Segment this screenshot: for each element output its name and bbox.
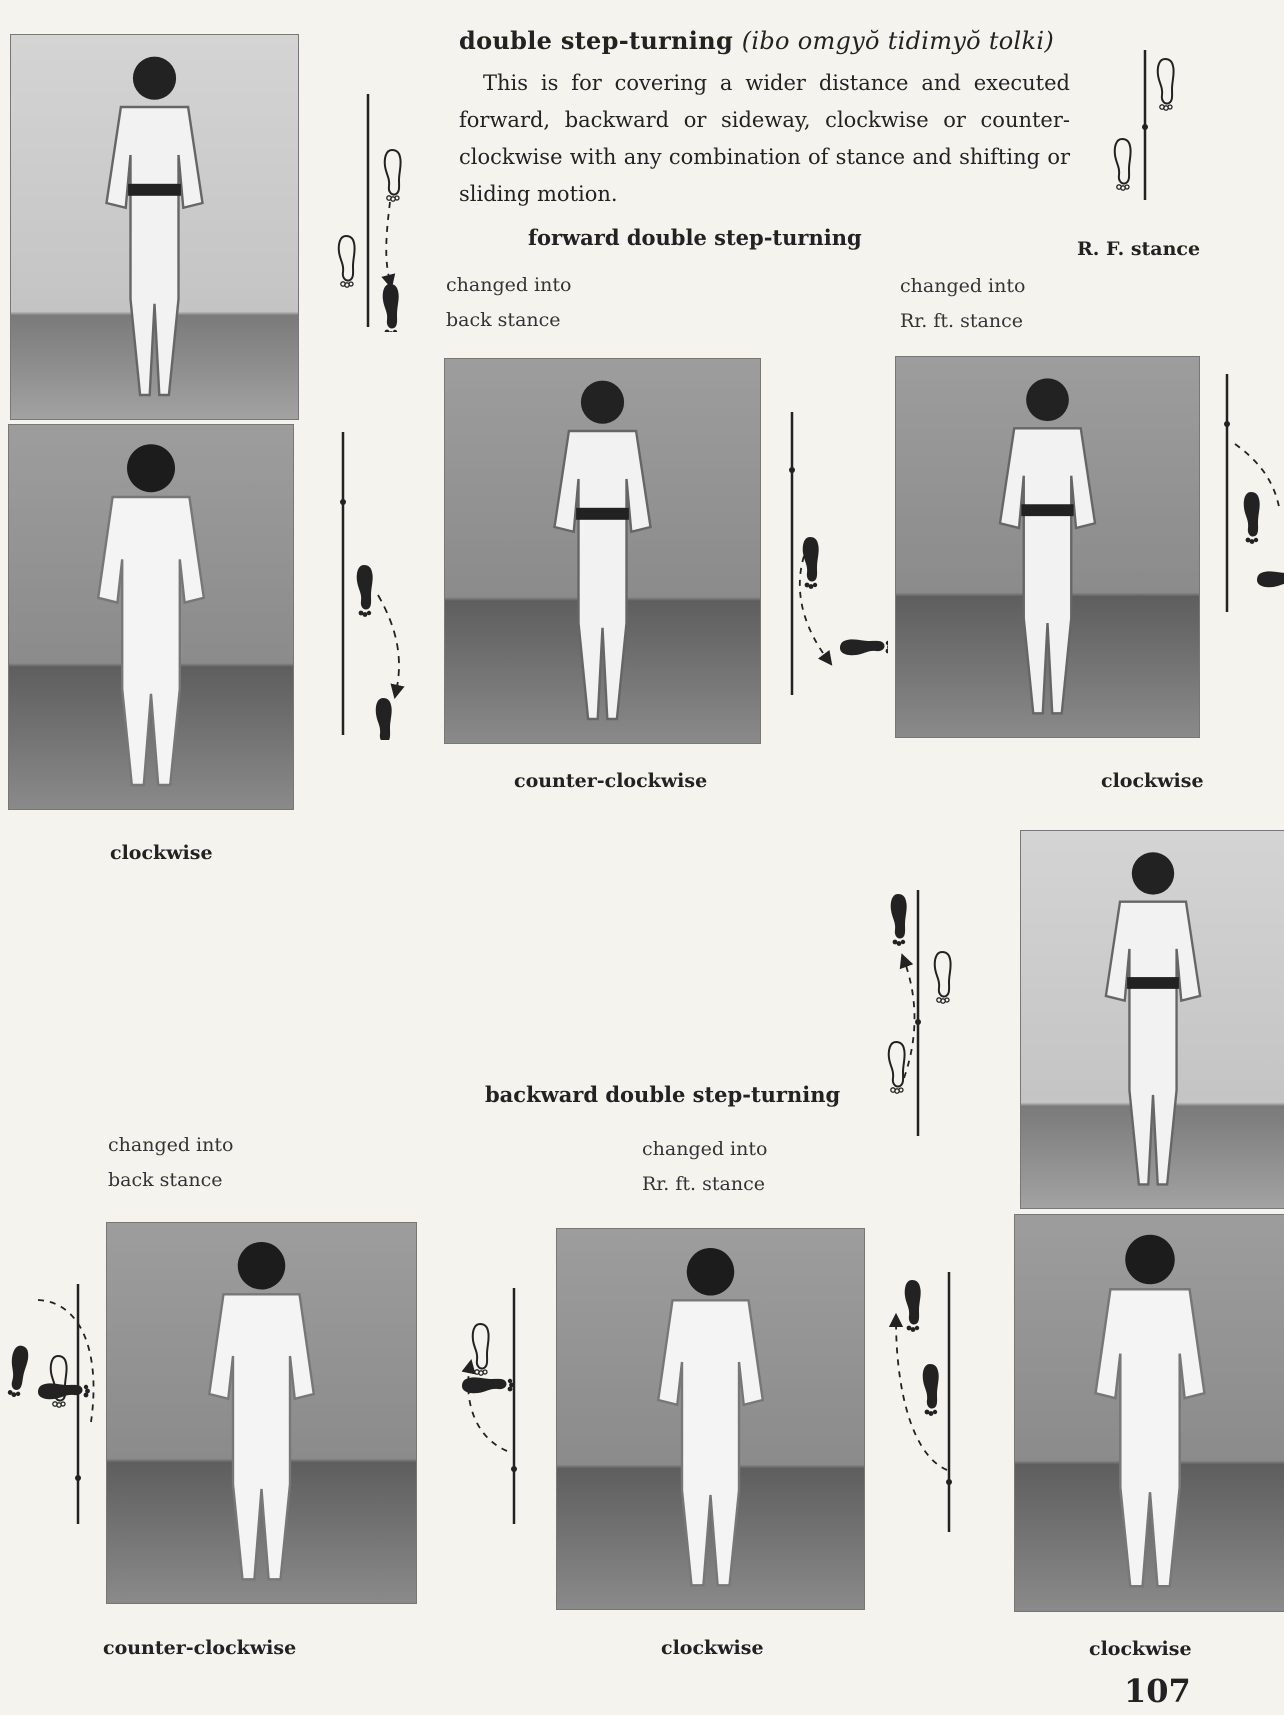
forward-diagram-4 <box>1215 372 1284 617</box>
section-title-text: double step-turning <box>459 26 734 55</box>
backward-heading: backward double step-turning <box>485 1082 841 1107</box>
foot-icon <box>1158 59 1174 110</box>
forward-caption-right: clockwise <box>1101 770 1204 792</box>
backward-diagram-2 <box>6 1282 106 1527</box>
forward-diagram-3 <box>778 410 888 700</box>
forward-photo-middle <box>444 358 761 744</box>
backward-photo-left <box>106 1222 417 1604</box>
karateka-figure <box>555 381 651 719</box>
note-line: back stance <box>108 1169 223 1191</box>
backward-photo-front <box>1020 830 1284 1209</box>
note-line: changed into <box>900 275 1026 297</box>
forward-diagram-1 <box>330 92 420 332</box>
forward-heading: forward double step-turning <box>528 225 862 250</box>
backward-diagram-4 <box>882 1270 962 1535</box>
backward-note-1 <box>108 1128 233 1198</box>
section-title-romanized: (ibo omgyŏ tidimyŏ tolki) <box>741 27 1055 55</box>
backward-diagram-1 <box>880 888 980 1138</box>
intro-paragraph: This is for covering a wider distance and executed forward, backward or sideway, clockwise or counter-clockwise with any combination of stance and shifting or sliding motion. <box>459 71 1070 206</box>
section-title <box>459 26 1054 55</box>
rf-stance-diagram <box>1100 45 1190 205</box>
page-number: 107 <box>1124 1672 1191 1710</box>
backward-photo-back <box>1014 1214 1284 1612</box>
forward-diagram-2 <box>328 430 428 740</box>
forward-photo-back <box>8 424 294 810</box>
backward-photo-middle <box>556 1228 865 1610</box>
forward-note-2 <box>900 269 1025 339</box>
karateka-figure <box>658 1248 763 1585</box>
note-line: Rr. ft. stance <box>900 310 1023 332</box>
note-line: changed into <box>108 1134 234 1156</box>
backward-diagram-3 <box>452 1286 528 1526</box>
note-line: back stance <box>446 309 561 331</box>
backward-caption-left: counter-clockwise <box>103 1637 297 1659</box>
note-line: Rr. ft. stance <box>642 1173 765 1195</box>
note-line: changed into <box>642 1138 768 1160</box>
karateka-figure <box>107 57 203 395</box>
foot-icon <box>1115 139 1131 190</box>
karateka-figure <box>1106 852 1200 1184</box>
forward-caption-left: clockwise <box>110 842 213 864</box>
karateka-figure <box>1096 1235 1205 1586</box>
backward-caption-middle: clockwise <box>661 1637 764 1659</box>
karateka-figure <box>98 444 204 785</box>
backward-caption-right: clockwise <box>1089 1638 1192 1660</box>
forward-note-1 <box>446 268 571 338</box>
backward-note-2 <box>642 1132 767 1202</box>
rf-stance-label: R. F. stance <box>1077 238 1201 260</box>
karateka-figure <box>1000 378 1095 713</box>
forward-photo-front <box>10 34 299 420</box>
note-line: changed into <box>446 274 572 296</box>
karateka-figure <box>209 1242 314 1579</box>
forward-photo-right <box>895 356 1200 738</box>
forward-caption-middle: counter-clockwise <box>514 770 708 792</box>
